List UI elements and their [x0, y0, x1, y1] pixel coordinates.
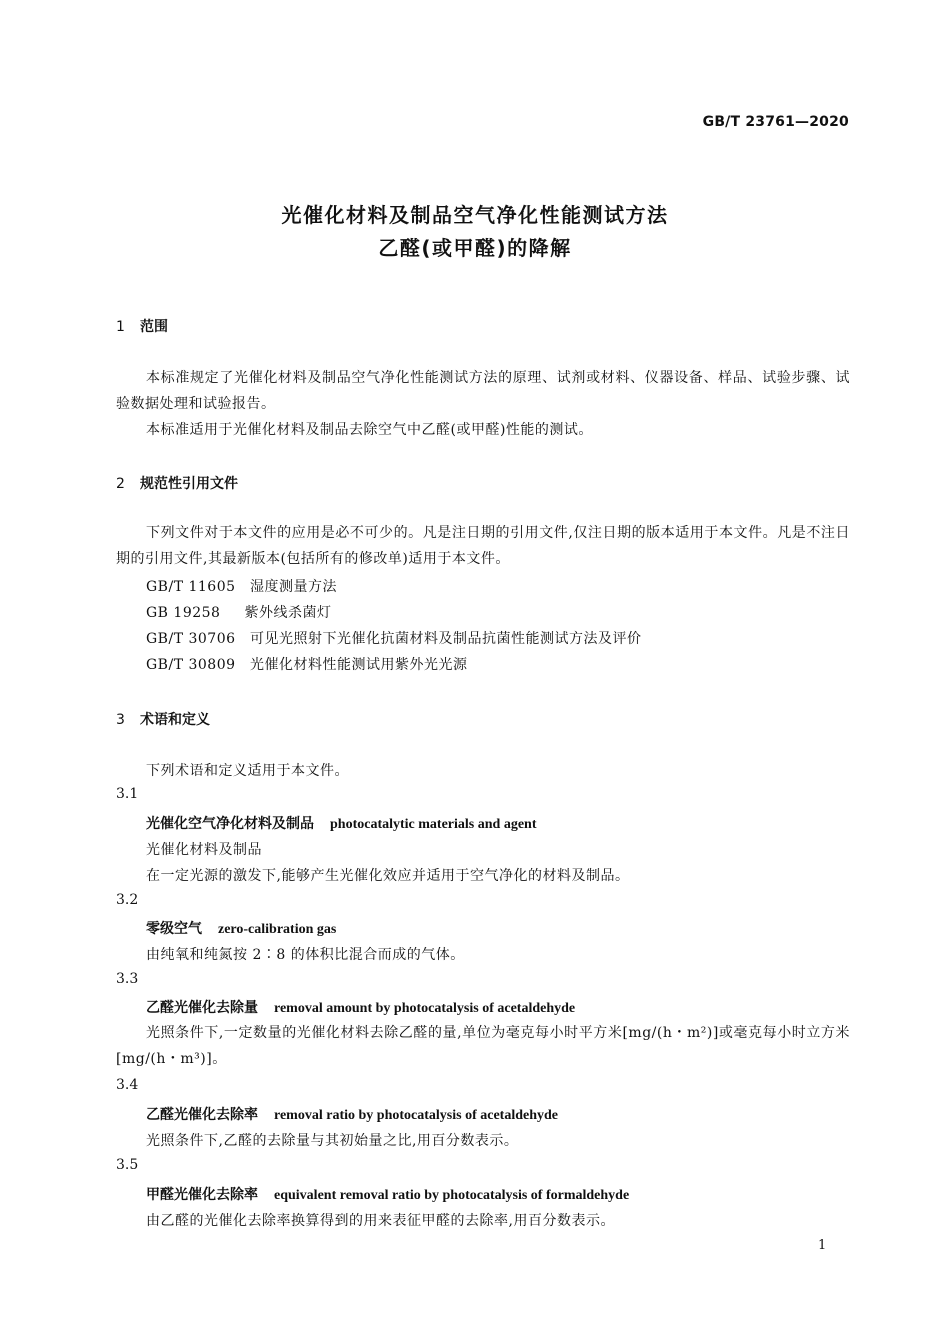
- term-number: 3.2: [116, 892, 139, 908]
- reference-item: [146, 654, 468, 674]
- term-chinese: 甲醛光催化去除率: [146, 1187, 258, 1203]
- page-number: 1: [818, 1238, 827, 1253]
- section-3-paragraph-1: 下列术语和定义适用于本文件。: [146, 763, 349, 779]
- section-title: 规范性引用文件: [140, 476, 238, 492]
- reference-code: GB/T 30809: [146, 657, 236, 673]
- term-heading: [146, 1104, 558, 1124]
- section-number: 1: [116, 319, 125, 335]
- term-number: 3.5: [116, 1157, 139, 1173]
- term-chinese: 零级空气: [146, 921, 202, 937]
- document-title-line2: 乙醛(或甲醛)的降解: [378, 236, 572, 260]
- term-definition: 由乙醛的光催化去除率换算得到的用来表征甲醛的去除率,用百分数表示。: [146, 1213, 615, 1229]
- reference-title: 紫外线杀菌灯: [244, 605, 332, 621]
- section-2-heading: [116, 473, 238, 493]
- section-3-heading: [116, 709, 210, 729]
- term-definition: 在一定光源的激发下,能够产生光催化效应并适用于空气净化的材料及制品。: [146, 868, 630, 884]
- section-number: 3: [116, 712, 125, 728]
- term-english: removal amount by photocatalysis of acetaldehyde: [274, 1001, 576, 1016]
- reference-item: [146, 576, 337, 596]
- term-english: removal ratio by photocatalysis of acetaldehyde: [274, 1108, 558, 1123]
- reference-title: 可见光照射下光催化抗菌材料及制品抗菌性能测试方法及评价: [250, 631, 642, 647]
- term-alternative: 光催化材料及制品: [146, 842, 262, 858]
- term-heading: [146, 997, 575, 1017]
- term-english: zero-calibration gas: [218, 922, 337, 937]
- term-number: 3.1: [116, 786, 139, 802]
- reference-code: GB/T 11605: [146, 579, 236, 595]
- section-number: 2: [116, 476, 125, 492]
- reference-code: GB/T 30706: [146, 631, 236, 647]
- reference-code: GB 19258: [146, 605, 221, 621]
- reference-item: [146, 602, 332, 622]
- section-1-paragraph-1: 本标准规定了光催化材料及制品空气净化性能测试方法的原理、试剂或材料、仪器设备、样品、试验步骤、试验数据处理和试验报告。: [116, 370, 850, 412]
- term-number: 3.3: [116, 971, 139, 987]
- term-definition: 由纯氧和纯氮按 2∶8 的体积比混合而成的气体。: [146, 947, 465, 963]
- document-title-line1: 光催化材料及制品空气净化性能测试方法: [281, 203, 669, 227]
- section-title: 术语和定义: [140, 712, 210, 728]
- term-heading: [146, 1184, 629, 1204]
- term-number: 3.4: [116, 1077, 139, 1093]
- term-english: photocatalytic materials and agent: [330, 817, 537, 832]
- term-definition: 光照条件下,一定数量的光催化材料去除乙醛的量,单位为毫克每小时平方米[mg/(h・m²)]或毫克每小时立方米[mg/(h・m³)]。: [116, 1025, 850, 1067]
- section-title: 范围: [140, 319, 168, 335]
- reference-item: [146, 628, 642, 648]
- reference-title: 湿度测量方法: [250, 579, 338, 595]
- section-1-heading: [116, 316, 168, 336]
- term-chinese: 乙醛光催化去除量: [146, 1000, 258, 1016]
- term-chinese: 光催化空气净化材料及制品: [146, 816, 314, 832]
- term-definition: 光照条件下,乙醛的去除量与其初始量之比,用百分数表示。: [146, 1133, 519, 1149]
- term-chinese: 乙醛光催化去除率: [146, 1107, 258, 1123]
- reference-title: 光催化材料性能测试用紫外光光源: [250, 657, 468, 673]
- term-english: equivalent removal ratio by photocatalysis of formaldehyde: [274, 1188, 630, 1203]
- section-2-paragraph-1: 下列文件对于本文件的应用是必不可少的。凡是注日期的引用文件,仅注日期的版本适用于本文件。凡是不注日期的引用文件,其最新版本(包括所有的修改单)适用于本文件。: [116, 525, 850, 567]
- standard-number: GB/T 23761—2020: [702, 114, 849, 130]
- section-1-paragraph-2: 本标准适用于光催化材料及制品去除空气中乙醛(或甲醛)性能的测试。: [146, 422, 593, 438]
- term-heading: [146, 813, 536, 833]
- term-heading: [146, 918, 336, 938]
